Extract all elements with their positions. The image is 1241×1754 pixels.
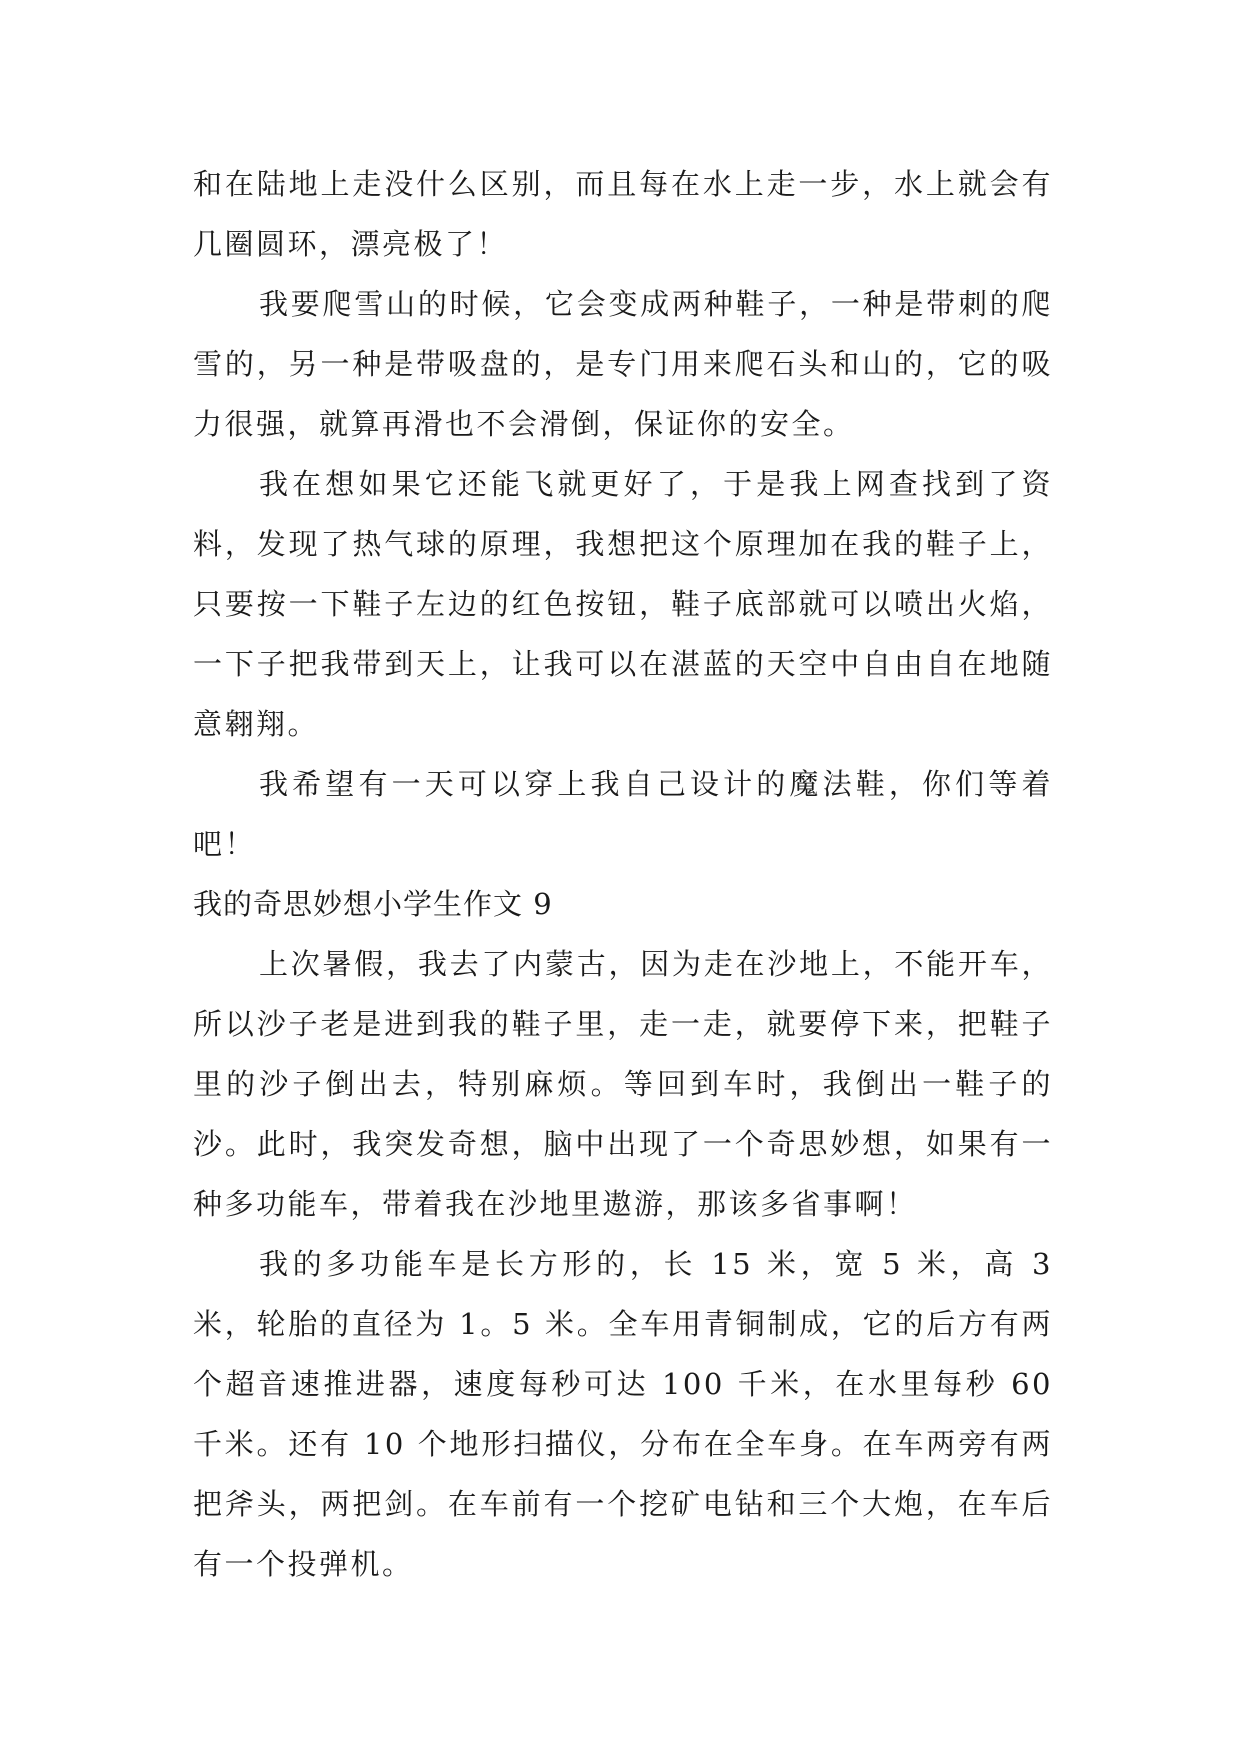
paragraph-snow-climbing: 我要爬雪山的时候，它会变成两种鞋子，一种是带刺的爬雪的，另一种是带吸盘的，是专门用来爬石头和山的，它的吸力很强，就算再滑也不会滑倒，保证你的安全。 bbox=[193, 287, 1053, 441]
paragraph-inner-mongolia: 上次暑假，我去了内蒙古，因为走在沙地上，不能开车，所以沙子老是进到我的鞋子里，走一走，就要停下来，把鞋子里的沙子倒出去，特别麻烦。等回到车时，我倒出一鞋子的沙。此时，我突发奇想，脑中出现了一个奇思妙想，如果有一种多功能车，带着我在沙地里遨游，那该多省事啊！ bbox=[193, 947, 1053, 1221]
section-title: 我的奇思妙想小学生作文 9 bbox=[193, 887, 553, 921]
paragraph-multifunction-car: 我的多功能车是长方形的，长 15 米，宽 5 米，高 3 米，轮胎的直径为 1。5 米。全车用青铜制成，它的后方有两个超音速推进器，速度每秒可达 100 千米，在水里每秒 60 千米。还有 10 个地形扫描仪，分布在全车身。在车两旁有两把斧头，两把剑。在车前有一个挖矿电钻和三个大炮，在车后有一个投弹机。 bbox=[193, 1247, 1053, 1581]
paragraph-magic-shoes-wish: 我希望有一天可以穿上我自己设计的魔法鞋，你们等着吧！ bbox=[193, 767, 1053, 861]
paragraph-water-walking: 和在陆地上走没什么区别，而且每在水上走一步，水上就会有几圈圆环，漂亮极了！ bbox=[193, 167, 1053, 261]
document-page bbox=[193, 154, 1053, 1594]
paragraph-flying-shoes: 我在想如果它还能飞就更好了，于是我上网查找到了资料，发现了热气球的原理，我想把这个原理加在我的鞋子上，只要按一下鞋子左边的红色按钮，鞋子底部就可以喷出火焰，一下子把我带到天上，让我可以在湛蓝的天空中自由自在地随意翱翔。 bbox=[193, 467, 1053, 741]
